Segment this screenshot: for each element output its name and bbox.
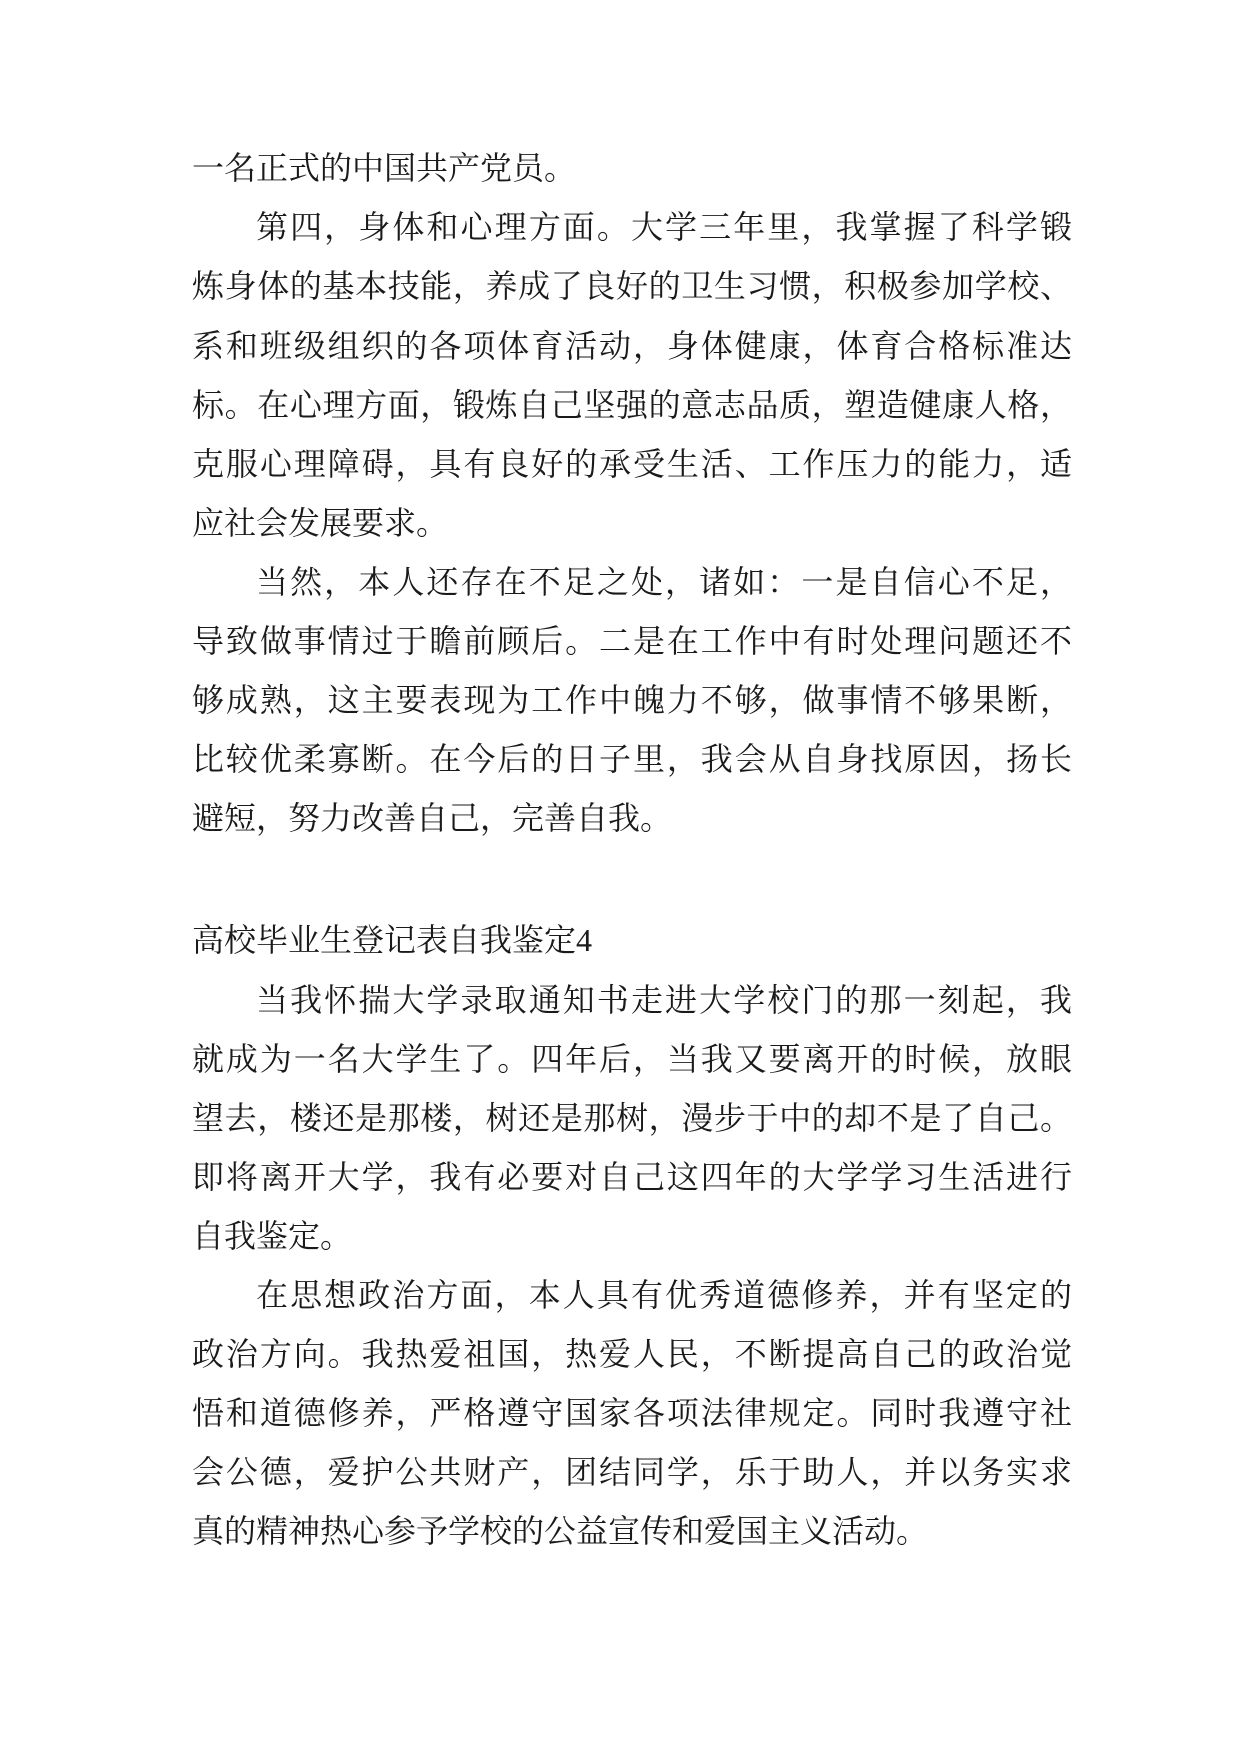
paragraph-line: 系和班级组织的各项体育活动，身体健康，体育合格标准达 <box>192 328 1072 364</box>
paragraph-line: 标。在心理方面，锻炼自己坚强的意志品质，塑造健康人格， <box>192 387 1072 423</box>
paragraph-line: 会公德，爱护公共财产，团结同学，乐于助人，并以务实求 <box>192 1454 1072 1490</box>
paragraph-line: 比较优柔寡断。在今后的日子里，我会从自身找原因，扬长 <box>192 741 1072 777</box>
paragraph-line: 就成为一名大学生了。四年后，当我又要离开的时候，放眼 <box>192 1041 1072 1077</box>
paragraph-line: 政治方向。我热爱祖国，热爱人民，不断提高自己的政治觉 <box>192 1336 1072 1372</box>
paragraph-line: 在思想政治方面，本人具有优秀道德修养，并有坚定的 <box>256 1277 1072 1313</box>
paragraph-line: 当然，本人还存在不足之处，诸如：一是自信心不足， <box>256 564 1072 600</box>
paragraph-line: 炼身体的基本技能，养成了良好的卫生习惯，积极参加学校、 <box>192 268 1072 304</box>
paragraph-line: 克服心理障碍，具有良好的承受生活、工作压力的能力，适 <box>192 446 1072 482</box>
paragraph-line: 导致做事情过于瞻前顾后。二是在工作中有时处理问题还不 <box>192 623 1072 659</box>
paragraph-line: 第四，身体和心理方面。大学三年里，我掌握了科学锻 <box>256 209 1072 245</box>
paragraph-line: 一名正式的中国共产党员。 <box>192 150 577 186</box>
section-heading: 高校毕业生登记表自我鉴定4 <box>192 922 593 958</box>
paragraph-line: 悟和道德修养，严格遵守国家各项法律规定。同时我遵守社 <box>192 1395 1072 1431</box>
paragraph-line: 望去，楼还是那楼，树还是那树，漫步于中的却不是了自己。 <box>192 1100 1072 1136</box>
paragraph-line: 应社会发展要求。 <box>192 505 449 541</box>
paragraph-line: 即将离开大学，我有必要对自己这四年的大学学习生活进行 <box>192 1159 1072 1195</box>
paragraph-line: 当我怀揣大学录取通知书走进大学校门的那一刻起，我 <box>256 982 1072 1018</box>
paragraph-line: 够成熟，这主要表现为工作中魄力不够，做事情不够果断， <box>192 682 1072 718</box>
paragraph-line: 真的精神热心参予学校的公益宣传和爱国主义活动。 <box>192 1513 929 1549</box>
paragraph-line: 自我鉴定。 <box>192 1218 353 1254</box>
paragraph-line: 避短，努力改善自己，完善自我。 <box>192 800 673 836</box>
